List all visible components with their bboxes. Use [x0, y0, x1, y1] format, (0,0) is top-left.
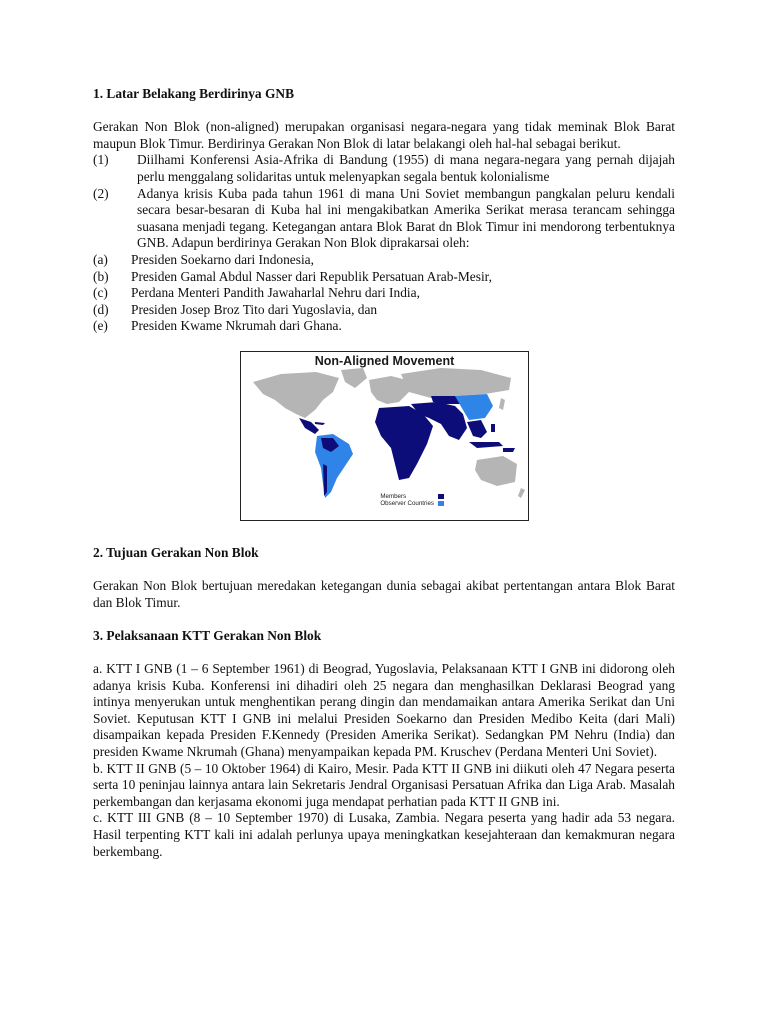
- chile-member: [323, 464, 327, 496]
- legend-members-label: Members: [380, 492, 407, 500]
- greenland-other: [341, 368, 367, 388]
- section1-heading: 1. Latar Belakang Berdirinya GNB: [93, 86, 294, 101]
- list-item-label: (2): [93, 185, 109, 201]
- map-legend: [380, 493, 444, 507]
- ktt-paragraph: a. KTT I GNB (1 – 6 September 1961) di Beograd, Yugoslavia, Pelaksanaan KTT I GNB ini didorong oleh adanya krisis Kuba. Konferensi ini dihadiri oleh 25 negara dan menghasilkan Deklarasi Beograd yang intinya menyerukan untuk menghentikan perang dingin dan mendamaikan antara Amerika Serikat dan Uni Soviet. Keputusan KTT I GNB ini melalui Presiden Soekarno dan Presiden Medibo Keita (dari Mali) disampaikan kepada Presiden F.Kennedy (Presiden Amerika Serikat). Sedangkan PM Nehru (India) dan presiden Kwame Nkrumah (Ghana) menyampaikan kepada PM. Kruschev (Perdana Menteri Uni Soviet).: [93, 661, 675, 760]
- list-item-text: Adanya krisis Kuba pada tahun 1961 di mana Uni Soviet membangun pangkalan peluru kendali secara besar-besaran di Kuba hal ini mengakibatkan Amerika Serikat merasa terancam sehingga suasana menjadi tegang. Ketegangan antara Blok Barat dn Blok Timur ini mendorong terbentuknya GNB. Adapun berdirinya Gerakan Non Blok diprakarsai oleh:: [137, 185, 675, 251]
- founder-text: Perdana Menteri Pandith Jawaharlal Nehru dari India,: [131, 285, 420, 301]
- section2-heading: 2. Tujuan Gerakan Non Blok: [93, 544, 259, 560]
- founder-label: (a): [93, 251, 108, 267]
- founder-text: Presiden Gamal Abdul Nasser dari Republik Persatuan Arab-Mesir,: [131, 268, 492, 284]
- australia-other: [475, 456, 517, 486]
- founder-label: (d): [93, 301, 109, 317]
- founder-item: [93, 269, 675, 286]
- africa-members: [375, 406, 433, 480]
- ktt-paragraph: b. KTT II GNB (5 – 10 Oktober 1964) di Kairo, Mesir. Pada KTT II GNB ini diikuti oleh 47 Negara peserta serta 10 peninjau lainnya antara lain Sekretaris Jendral Organisasi Persatuan Afrika dan Liga Arab. Masalah perkembangan dan kerjasama ekonomi juga mendapat perhatian pada KTT II GNB ini.: [93, 760, 675, 809]
- cuba-member: [315, 422, 325, 425]
- new-zealand-other: [518, 488, 525, 498]
- founder-label: (b): [93, 268, 109, 284]
- list-item: [93, 186, 675, 252]
- indonesia-member: [469, 442, 503, 448]
- founder-item: [93, 302, 675, 319]
- founder-text: Presiden Soekarno dari Indonesia,: [131, 251, 314, 267]
- founder-label: (e): [93, 318, 108, 334]
- ktt-paragraph: c. KTT III GNB (8 – 10 September 1970) di Lusaka, Zambia. Negara peserta yang hadir ada 53 negara. Hasil terpenting KTT kali ini adalah perlunya upaya meningkatkan kesejahteraan dan kemakmuran negara berkembang.: [93, 810, 675, 859]
- map-figure-wrapper: [93, 351, 675, 521]
- russia-other: [401, 368, 511, 398]
- world-map-figure: [240, 351, 529, 521]
- legend-observers: [380, 500, 444, 507]
- section3-heading: 3. Pelaksanaan KTT Gerakan Non Blok: [93, 627, 322, 643]
- document-body: [93, 86, 675, 860]
- founder-label: (c): [93, 285, 108, 301]
- southeast-asia-members: [467, 420, 487, 438]
- europe-other: [369, 376, 409, 404]
- section1-intro: Gerakan Non Blok (non-aligned) merupakan organisasi negara-negara yang tidak meminak Blok Barat maupun Blok Timur. Berdirinya Gerakan Non Blok di latar belakangi oleh hal-hal sebagai berikut.: [93, 119, 675, 151]
- list-item-label: (1): [93, 152, 109, 168]
- map-title: Non-Aligned Movement: [314, 353, 455, 368]
- philippines-member: [491, 424, 495, 432]
- founder-item: [93, 318, 675, 335]
- founder-text: Presiden Josep Broz Tito dari Yugoslavia, dan: [131, 301, 378, 317]
- list-item: [93, 152, 675, 185]
- list-item-text: Diilhami Konferensi Asia-Afrika di Bandung (1955) di mana negara-negara yang pernah dijajah perlu menggalang solidaritas untuk melenyapkan segala bentuk kolonialisme: [137, 152, 675, 184]
- founder-item: [93, 252, 675, 269]
- legend-members-swatch: [438, 494, 444, 499]
- north-america-other: [253, 372, 339, 418]
- central-america-members: [299, 418, 319, 434]
- founder-text: Presiden Kwame Nkrumah dari Ghana.: [131, 318, 342, 334]
- japan-other: [499, 398, 505, 410]
- section2-text: Gerakan Non Blok bertujuan meredakan ketegangan dunia sebagai akibat pertentangan antara Blok Barat dan Blok Timur.: [93, 578, 675, 610]
- founder-item: [93, 285, 675, 302]
- legend-observers-label: Observer Countries: [380, 499, 434, 507]
- legend-members: [380, 493, 444, 500]
- legend-observers-swatch: [438, 501, 444, 506]
- papua-member: [503, 448, 515, 452]
